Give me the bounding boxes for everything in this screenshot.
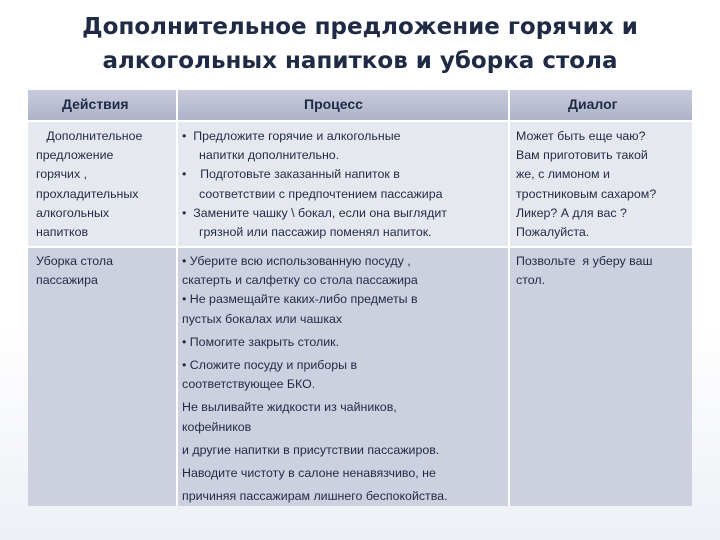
column-divider [176,90,178,506]
cell-line: же, с лимоном и [516,167,610,182]
cell-line: Пожалуйста. [516,225,590,240]
cell-line: Дополнительное [36,129,143,143]
row1-actions-cell [36,127,174,242]
cell-line: алкогольных [36,205,110,220]
row2-actions-cell [36,252,174,290]
cell-line: пассажира [36,273,98,288]
cell-line: соответствующее БКО. [182,377,316,392]
cell-line: пустых бокалах или чашках [182,311,343,326]
row2-dialog-cell [516,252,688,290]
title-line-1: Дополнительное предложение горячих и [82,14,638,40]
header-actions: Действия [62,96,129,112]
cell-line: предложение [36,148,114,163]
cell-line: Не выливайте жидкости из чайников, [182,400,397,415]
cell-line: • Сложите посуду и приборы в [182,358,358,373]
cell-line: Наводите чистоту в салоне ненавязчиво, не [182,466,436,481]
cell-line: кофейников [182,419,252,434]
cell-line: напитков [36,225,89,240]
process-table [28,90,692,506]
cell-line: Ликер? А для вас ? [516,205,627,220]
cell-line: напитки дополнительно. [199,148,340,163]
header-process: Процесс [304,96,363,112]
row1-dialog-cell [516,127,688,242]
cell-line: прохладительных [36,186,139,201]
table-header [28,90,692,120]
cell-line: и другие напитки в присутствии пассажиров. [182,442,440,457]
cell-line: скатерть и салфетку со стола пассажира [182,273,418,288]
slide-title [20,10,700,78]
cell-line: Позвольте я уберу ваш [516,254,653,268]
cell-line: • Подготовьте заказанный напиток в [182,167,400,182]
cell-line: Уборка стола [36,254,113,268]
row2-process-cell [182,252,506,506]
cell-line: • Замените чашку \ бокал, если она выглядит [182,205,447,220]
cell-line: грязной или пассажир поменял напиток. [199,225,432,240]
column-divider [508,90,510,506]
title-line-2: алкогольных напитков и уборка стола [102,48,618,74]
cell-line: соответствии с предпочтением пассажира [199,186,443,201]
cell-line: • Уберите всю использованную посуду , [182,254,411,268]
cell-line: горячих , [36,167,88,182]
cell-line: причиняя пассажирам лишнего беспокойства. [182,489,448,504]
cell-line: Вам приготовить такой [516,148,648,163]
header-dialog: Диалог [568,96,618,112]
cell-line: • Не размещайте каких-либо предметы в [182,292,418,307]
cell-line: тростниковым сахаром? [516,186,657,201]
row1-process-cell [182,127,506,242]
cell-line: • Помогите закрыть столик. [182,334,340,349]
cell-line: • Предложите горячие и алкогольные [182,129,401,143]
cell-line: стол. [516,273,546,288]
cell-line: Может быть еще чаю? [516,129,646,143]
